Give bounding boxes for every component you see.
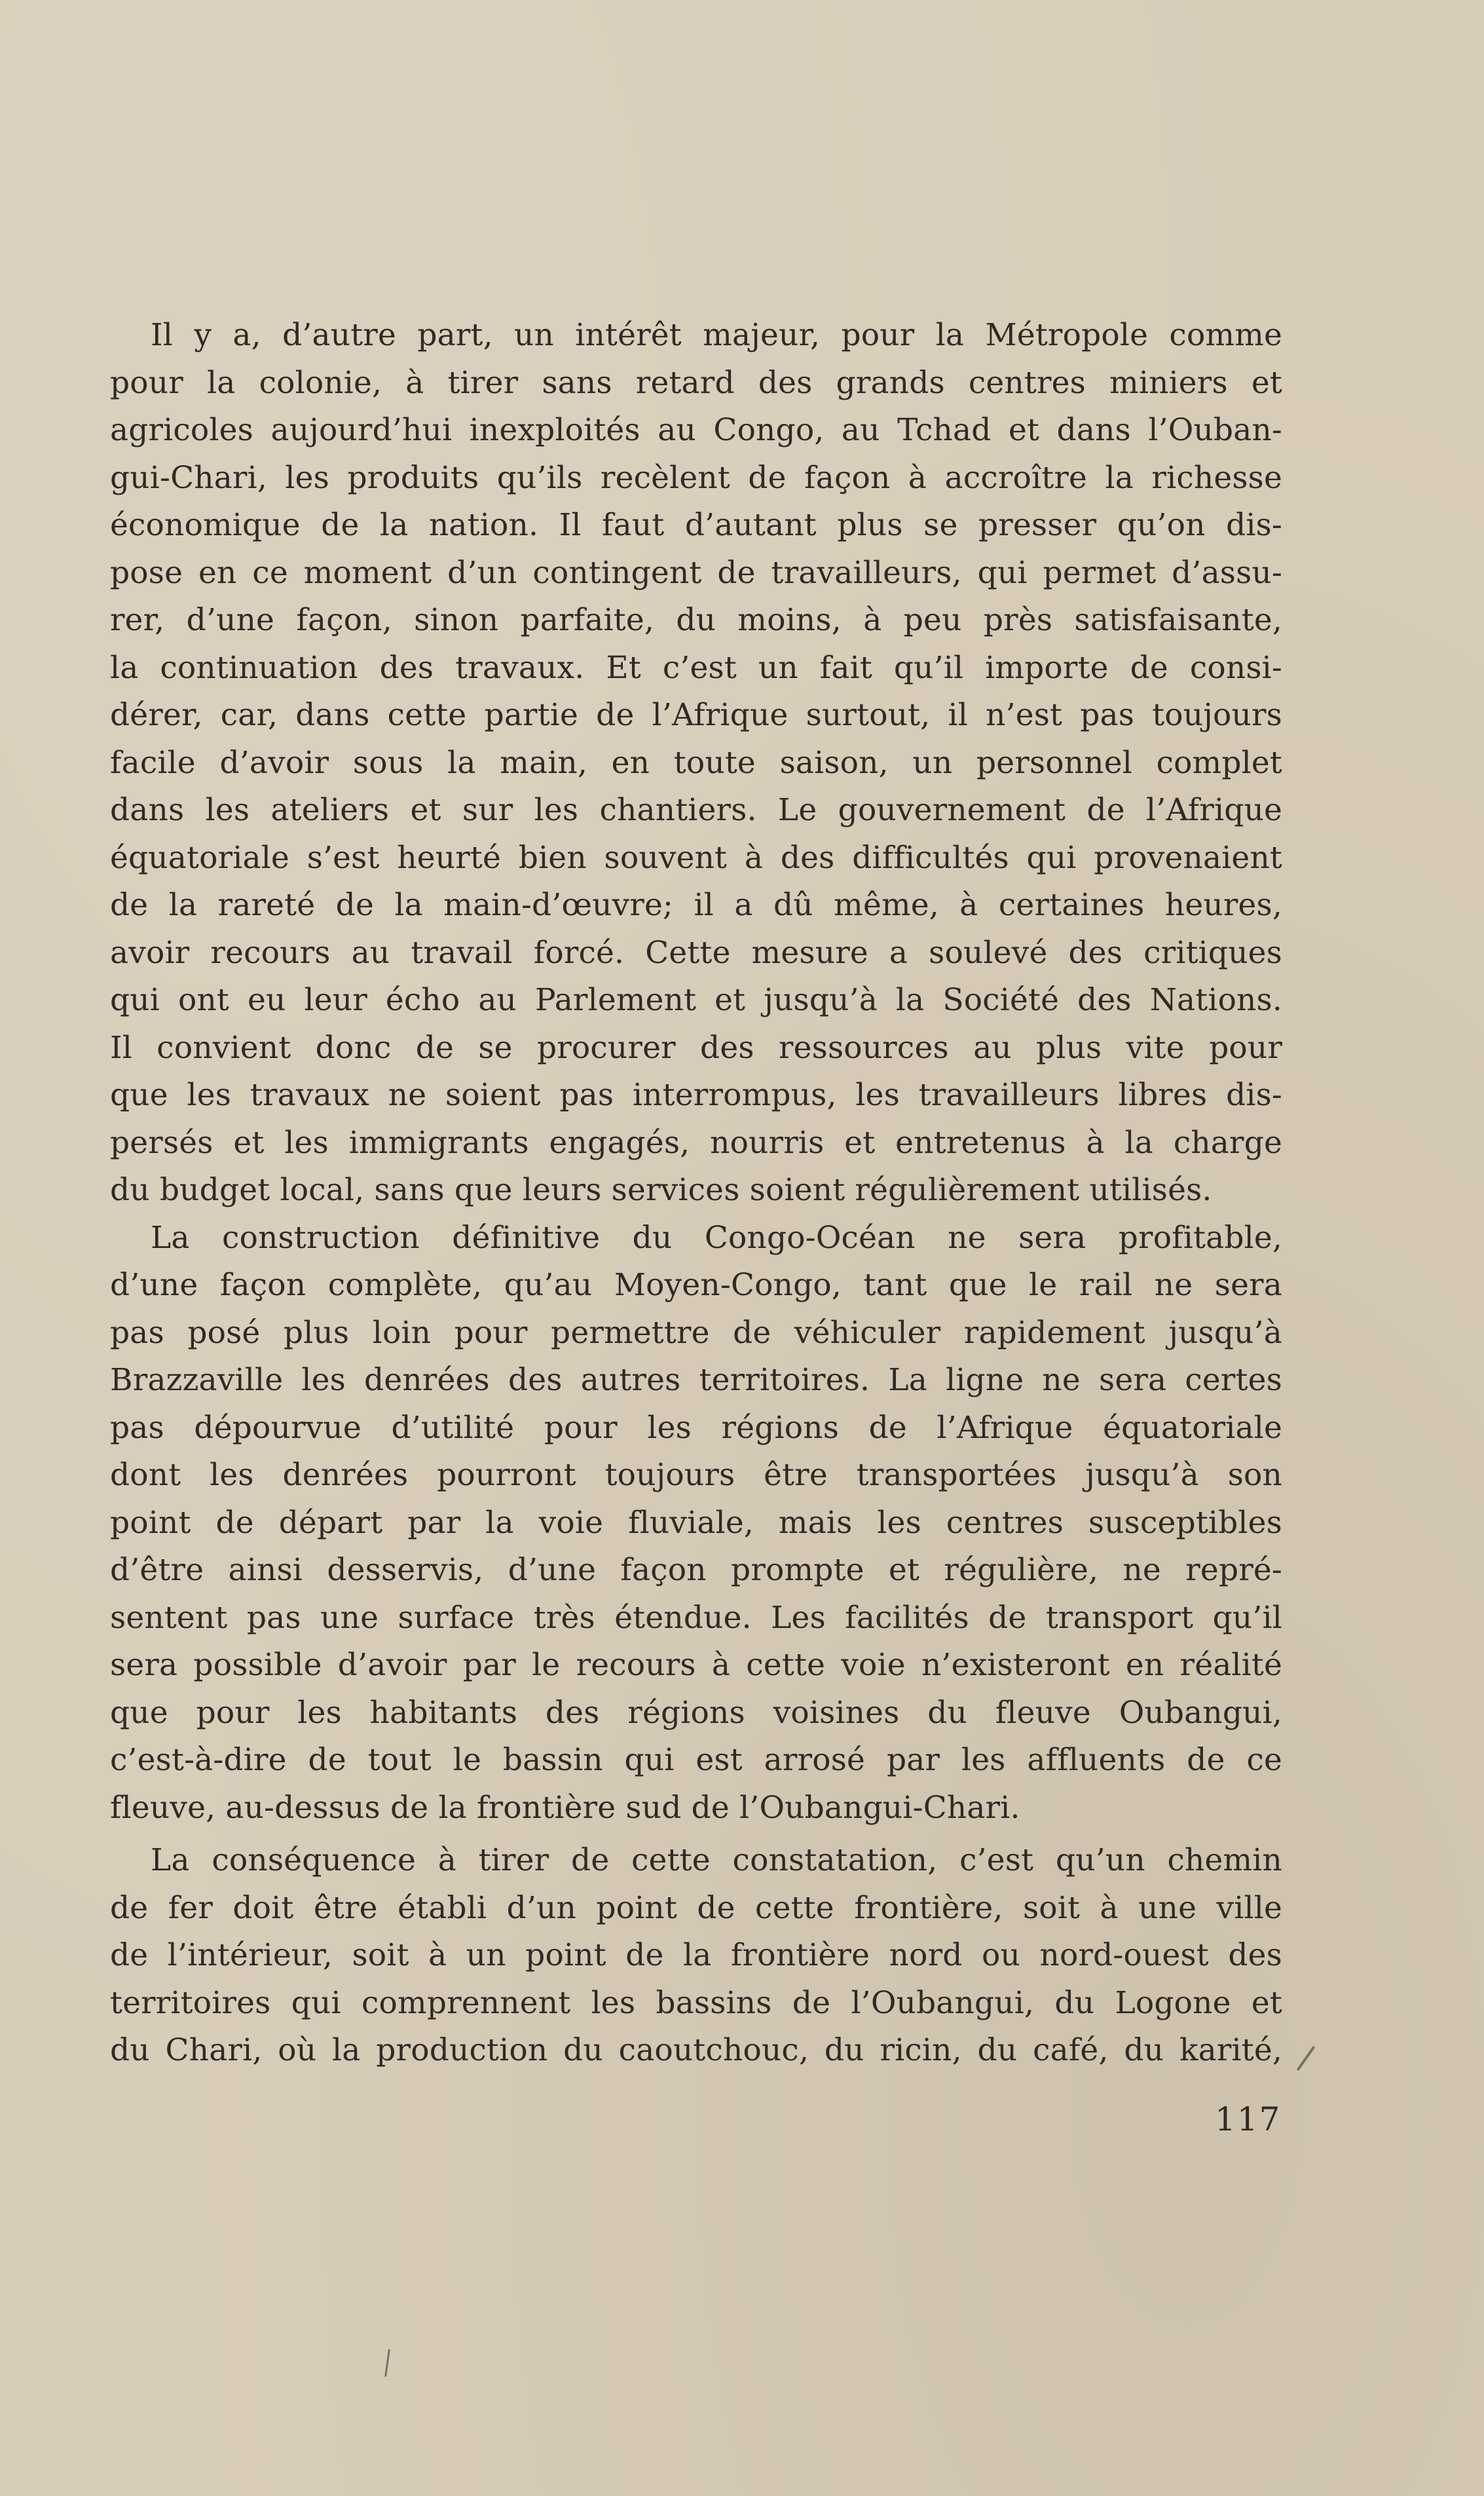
text-line: d’une façon complète, qu’au Moyen-Congo, tant que le rail ne sera xyxy=(110,1267,1282,1303)
stray-mark xyxy=(1297,2046,1316,2071)
text-line: que les travaux ne soient pas interrompus, les travailleurs libres dis- xyxy=(110,1077,1282,1113)
text-line: qui ont eu leur écho au Parlement et jusqu’à la Société des Nations. xyxy=(110,982,1282,1018)
body-text xyxy=(110,312,1282,2075)
text-line: dont les denrées pourront toujours être transportées jusqu’à son xyxy=(110,1457,1282,1493)
stray-mark xyxy=(384,2349,390,2377)
text-line: rer, d’une façon, sinon parfaite, du moins, à peu près satisfaisante, xyxy=(110,602,1282,638)
text-line: pose en ce moment d’un contingent de travailleurs, qui permet d’assu- xyxy=(110,554,1282,591)
text-line: agricoles aujourd’hui inexploités au Congo, au Tchad et dans l’Ouban- xyxy=(110,412,1282,448)
text-line: Il convient donc de se procurer des ressources au plus vite pour xyxy=(110,1029,1282,1066)
text-line: point de départ par la voie fluviale, mais les centres susceptibles xyxy=(110,1504,1282,1541)
page-number: 117 xyxy=(1215,2100,1282,2138)
text-line: économique de la nation. Il faut d’autant plus se presser qu’on dis- xyxy=(110,507,1282,543)
text-line: dérer, car, dans cette partie de l’Afrique surtout, il n’est pas toujours xyxy=(110,697,1282,733)
text-line: persés et les immigrants engagés, nourris et entretenus à la charge xyxy=(110,1124,1282,1161)
text-line: c’est-à-dire de tout le bassin qui est arrosé par les affluents de ce xyxy=(110,1742,1282,1778)
text-line: gui-Chari, les produits qu’ils recèlent de façon à accroître la richesse xyxy=(110,459,1282,496)
text-line: La conséquence à tirer de cette constatation, c’est qu’un chemin xyxy=(151,1842,1282,1878)
text-line: fleuve, au-dessus de la frontière sud de l’Oubangui-Chari. xyxy=(110,1789,1020,1826)
text-line: Brazzaville les denrées des autres territoires. La ligne ne sera certes xyxy=(110,1362,1282,1398)
text-line: sentent pas une surface très étendue. Les facilités de transport qu’il xyxy=(110,1599,1282,1636)
text-line: Il y a, d’autre part, un intérêt majeur, pour la Métropole comme xyxy=(151,317,1282,353)
text-line: territoires qui comprennent les bassins de l’Oubangui, du Logone et xyxy=(110,1984,1282,2021)
text-line: avoir recours au travail forcé. Cette mesure a soulevé des critiques xyxy=(110,934,1282,971)
text-line: d’être ainsi desservis, d’une façon prompte et régulière, ne repré- xyxy=(110,1552,1282,1588)
text-line: de fer doit être établi d’un point de cette frontière, soit à une ville xyxy=(110,1889,1282,1926)
text-line: La construction définitive du Congo-Océan ne sera profitable, xyxy=(151,1219,1282,1256)
text-line: du Chari, où la production du caoutchouc, du ricin, du café, du karité, xyxy=(110,2032,1282,2068)
text-line: pas posé plus loin pour permettre de véhiculer rapidement jusqu’à xyxy=(110,1314,1282,1351)
text-line: du budget local, sans que leurs services soient régulièrement utilisés. xyxy=(110,1172,1212,1208)
text-line: que pour les habitants des régions voisines du fleuve Oubangui, xyxy=(110,1694,1282,1731)
text-line: facile d’avoir sous la main, en toute saison, un personnel complet xyxy=(110,744,1282,781)
text-line: de l’intérieur, soit à un point de la frontière nord ou nord-ouest des xyxy=(110,1937,1282,1973)
text-line: pas dépourvue d’utilité pour les régions de l’Afrique équatoriale xyxy=(110,1409,1282,1446)
text-line: pour la colonie, à tirer sans retard des grands centres miniers et xyxy=(110,364,1282,401)
text-line: la continuation des travaux. Et c’est un fait qu’il importe de consi- xyxy=(110,649,1282,686)
text-line: équatoriale s’est heurté bien souvent à des difficultés qui provenaient xyxy=(110,839,1282,876)
paragraph-gap xyxy=(110,1832,1282,1837)
text-line: de la rareté de la main-d’œuvre; il a dû même, à certaines heures, xyxy=(110,887,1282,923)
text-line: sera possible d’avoir par le recours à cette voie n’existeront en réalité xyxy=(110,1647,1282,1683)
text-line: dans les ateliers et sur les chantiers. Le gouvernement de l’Afrique xyxy=(110,792,1282,828)
